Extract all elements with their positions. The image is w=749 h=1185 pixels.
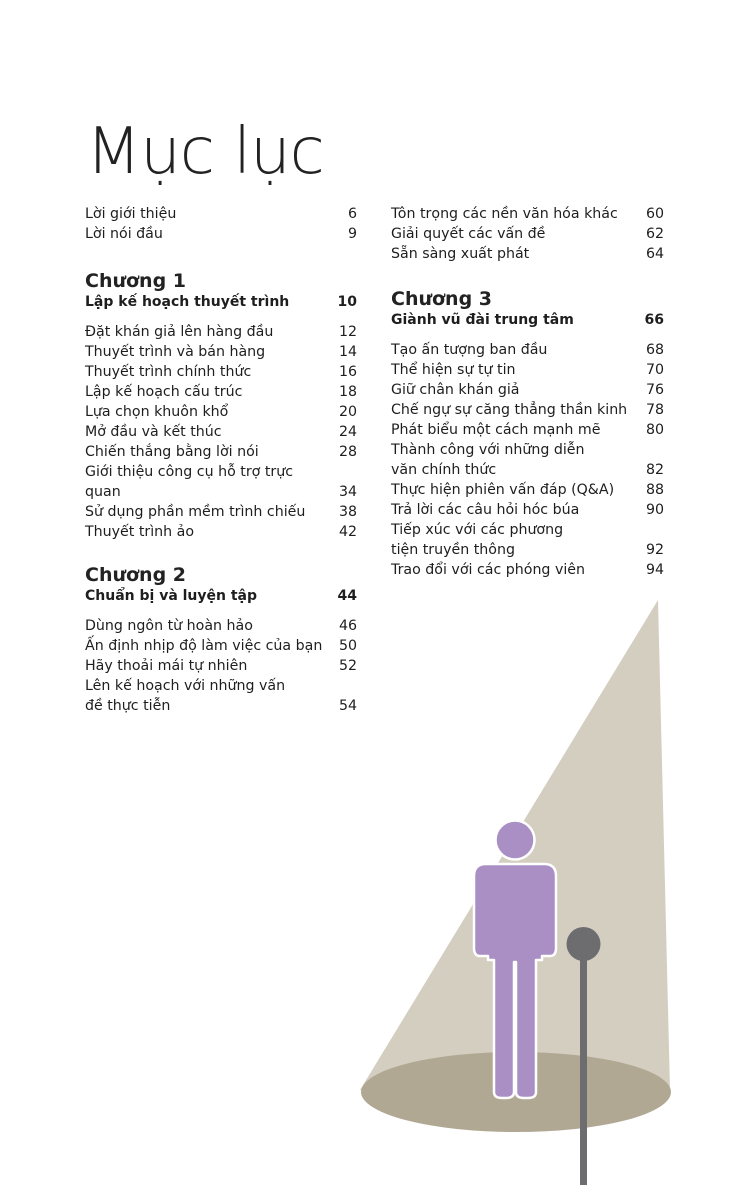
chapter-heading-page: 44	[337, 588, 357, 604]
toc-entry-page: 92	[645, 542, 664, 558]
toc-entry[interactable]	[85, 322, 357, 342]
chapter-heading-page: 66	[644, 312, 664, 328]
toc-entry-title: Sử dụng phần mềm trình chiếu	[85, 504, 306, 520]
chapter-heading[interactable]	[391, 310, 664, 330]
toc-entry-title: Trao đổi với các phóng viên	[391, 562, 586, 578]
toc-entry-title: Tôn trọng các nền văn hóa khác	[391, 206, 618, 222]
toc-entry-title: Tạo ấn tượng ban đầu	[391, 342, 548, 358]
toc-entry[interactable]	[85, 522, 357, 542]
toc-entry-page: 6	[347, 206, 357, 222]
toc-entry[interactable]	[391, 224, 664, 244]
toc-entry-page: 42	[338, 524, 357, 540]
chapter-1	[85, 270, 357, 542]
toc-entry-title: Trả lời các câu hỏi hóc búa	[391, 502, 580, 518]
toc-entry[interactable]	[391, 340, 664, 360]
toc-entry-page: 64	[645, 246, 664, 262]
toc-entry-page: 52	[338, 658, 357, 674]
toc-entry-page: 9	[347, 226, 357, 242]
toc-entry-page: 78	[645, 402, 664, 418]
toc-left-column	[85, 204, 357, 716]
toc-entry-page: 68	[645, 342, 664, 358]
toc-entry[interactable]	[391, 420, 664, 440]
toc-entry[interactable]	[85, 402, 357, 422]
toc-entry[interactable]	[85, 342, 357, 362]
toc-entry[interactable]	[85, 616, 357, 636]
speaker-spotlight-illustration	[340, 590, 680, 1185]
toc-entry-page: 82	[645, 462, 664, 478]
toc-entry-page: 38	[338, 504, 357, 520]
toc-entry-page: 76	[645, 382, 664, 398]
toc-entry-title: Lựa chọn khuôn khổ	[85, 404, 229, 420]
toc-entry-title: Lập kế hoạch cấu trúc	[85, 384, 243, 400]
toc-entry-page: 60	[645, 206, 664, 222]
toc-entry[interactable]	[85, 636, 357, 656]
toc-entry-page: 88	[645, 482, 664, 498]
toc-entry-page: 16	[338, 364, 357, 380]
toc-entry-title: Thuyết trình chính thức	[85, 364, 252, 380]
toc-entry-title: Thể hiện sự tự tin	[391, 362, 516, 378]
toc-entry-page: 34	[338, 484, 357, 500]
toc-entry-page: 24	[338, 424, 357, 440]
chapter-label: Chương 3	[391, 288, 493, 310]
toc-entry-page: 12	[338, 324, 357, 340]
toc-entry-page: 18	[338, 384, 357, 400]
toc-entry-page: 80	[645, 422, 664, 438]
toc-intro-group	[85, 204, 357, 244]
toc-entry[interactable]	[391, 480, 664, 500]
toc-entry-title: Sẵn sàng xuất phát	[391, 246, 530, 262]
toc-entry-title: Ấn định nhịp độ làm việc của bạn	[85, 638, 323, 654]
chapter-heading-title: Chuẩn bị và luyện tập	[85, 588, 258, 604]
toc-entry-page: 14	[338, 344, 357, 360]
toc-entry-title: Chế ngự sự căng thẳng thần kinh	[391, 402, 628, 418]
toc-entry-title: Thành công với những diễn văn chính thức	[391, 442, 585, 478]
toc-entry-title: Giới thiệu công cụ hỗ trợ trực quan	[85, 464, 294, 500]
toc-entry[interactable]	[85, 656, 357, 676]
chapter-label: Chương 2	[85, 564, 187, 586]
toc-entry[interactable]	[391, 204, 664, 224]
toc-entry-title: Giữ chân khán giả	[391, 382, 520, 398]
toc-entry[interactable]	[85, 362, 357, 382]
toc-entry[interactable]	[391, 520, 664, 560]
toc-entry[interactable]	[391, 380, 664, 400]
toc-entry-title: Thuyết trình ảo	[85, 524, 195, 540]
chapter-heading[interactable]	[85, 586, 357, 606]
toc-entry-title: Tiếp xúc với các phương tiện truyền thông	[391, 522, 564, 558]
chapter-heading-title: Giành vũ đài trung tâm	[391, 312, 574, 328]
toc-entry-title: Lời nói đầu	[85, 226, 163, 242]
toc-entry[interactable]	[85, 676, 357, 716]
toc-entry[interactable]	[391, 400, 664, 420]
toc-entry-title: Thuyết trình và bán hàng	[85, 344, 266, 360]
toc-entry-title: Dùng ngôn từ hoàn hảo	[85, 618, 253, 634]
toc-entry[interactable]	[391, 560, 664, 580]
toc-entry-page: 28	[338, 444, 357, 460]
toc-entry-page: 90	[645, 502, 664, 518]
toc-entry-page: 62	[645, 226, 664, 242]
toc-entry-page: 20	[338, 404, 357, 420]
chapter-heading[interactable]	[85, 292, 357, 312]
chapter-heading-page: 10	[337, 294, 357, 310]
chapter-label: Chương 1	[85, 270, 187, 292]
chapter-2	[85, 564, 357, 716]
toc-entry-title: Thực hiện phiên vấn đáp (Q&A)	[391, 482, 615, 498]
toc-entry[interactable]	[85, 442, 357, 462]
toc-entry-title: Đặt khán giả lên hàng đầu	[85, 324, 274, 340]
toc-entry[interactable]	[391, 500, 664, 520]
page-title: Mục lục	[86, 115, 324, 189]
toc-entry-page: 46	[338, 618, 357, 634]
toc-entry-title: Mở đầu và kết thúc	[85, 424, 222, 440]
chapter-heading-title: Lập kế hoạch thuyết trình	[85, 294, 290, 310]
toc-entry[interactable]	[85, 382, 357, 402]
toc-right-column	[391, 204, 664, 580]
toc-entry-title: Lên kế hoạch với những vấn đề thực tiễn	[85, 678, 286, 714]
toc-entry-title: Phát biểu một cách mạnh mẽ	[391, 422, 601, 438]
toc-continued-group	[391, 204, 664, 264]
toc-entry[interactable]	[85, 204, 357, 224]
toc-entry[interactable]	[85, 224, 357, 244]
toc-entry[interactable]	[391, 244, 664, 264]
toc-entry-title: Chiến thắng bằng lời nói	[85, 444, 259, 460]
toc-entry-page: 94	[645, 562, 664, 578]
chapter-3	[391, 288, 664, 580]
toc-entry-page: 50	[338, 638, 357, 654]
toc-entry-title: Lời giới thiệu	[85, 206, 177, 222]
toc-entry[interactable]	[85, 462, 357, 502]
toc-entry-page: 54	[338, 698, 357, 714]
toc-entry-page: 70	[645, 362, 664, 378]
toc-entry[interactable]	[85, 422, 357, 442]
toc-entry[interactable]	[391, 440, 664, 480]
toc-entry[interactable]	[85, 502, 357, 522]
toc-entry[interactable]	[391, 360, 664, 380]
toc-entry-title: Giải quyết các vấn đề	[391, 226, 546, 242]
toc-entry-title: Hãy thoải mái tự nhiên	[85, 658, 248, 674]
